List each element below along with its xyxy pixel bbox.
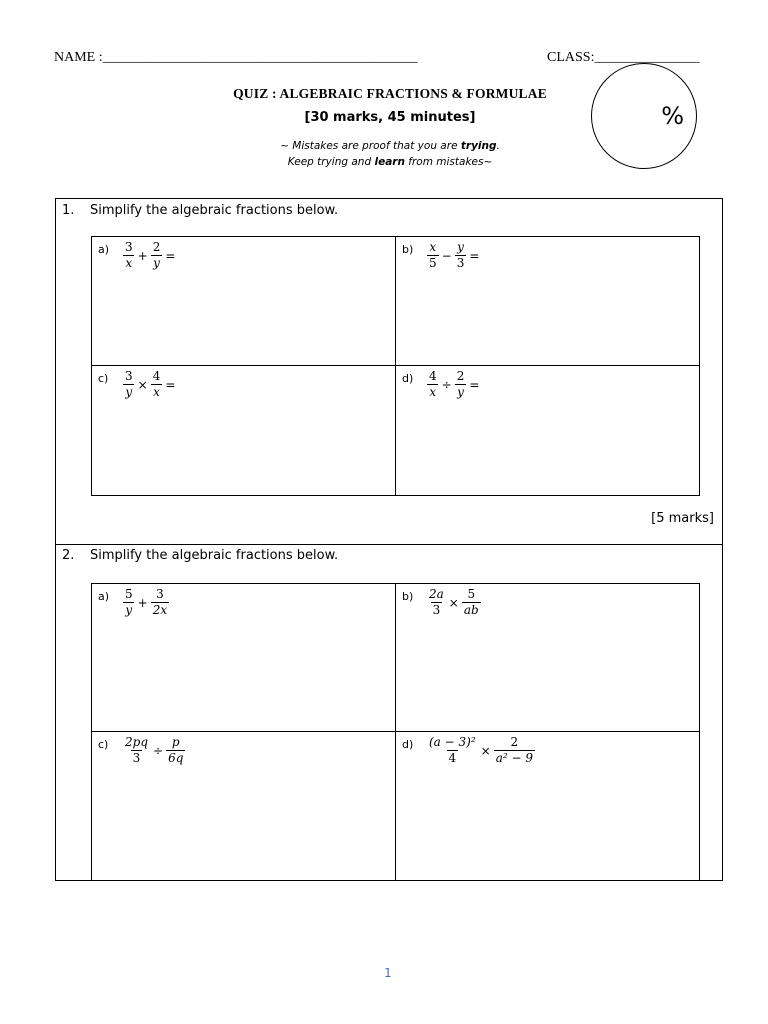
- numerator: 4: [429, 369, 437, 383]
- fraction: [123, 241, 135, 270]
- numerator: p: [171, 735, 180, 749]
- answer-cell-b[interactable]: [396, 237, 699, 366]
- motto-text: .: [496, 140, 500, 152]
- expression: [122, 370, 177, 399]
- score-circle[interactable]: [591, 63, 697, 169]
- numerator: (a − 3)²: [429, 735, 476, 749]
- question-number: 1.: [62, 203, 75, 218]
- answer-cell-a[interactable]: [92, 584, 396, 732]
- motto-text: Keep trying and: [287, 156, 375, 168]
- numerator: 2: [510, 735, 519, 749]
- answer-cell-c[interactable]: [92, 732, 396, 880]
- numerator: 2a: [429, 587, 444, 601]
- numerator: 5: [125, 587, 133, 601]
- answer-cell-a[interactable]: [92, 237, 396, 366]
- fraction: [455, 370, 467, 399]
- question-prompt: Simplify the algebraic fractions below.: [90, 548, 339, 563]
- fraction: [494, 736, 535, 765]
- motto-text: from mistakes~: [404, 156, 493, 168]
- question-2-box: [55, 544, 723, 881]
- part-label: a): [98, 243, 110, 256]
- expression: [122, 736, 186, 765]
- denominator: 5: [429, 256, 437, 270]
- denominator: x: [153, 385, 160, 399]
- denominator: ab: [463, 603, 479, 617]
- denominator: y: [125, 385, 133, 399]
- answer-cell-b[interactable]: [396, 584, 699, 732]
- expression: [426, 588, 482, 617]
- operator: ×: [480, 743, 491, 758]
- page-title: QUIZ : ALGEBRAIC FRACTIONS & FORMULAE: [233, 86, 547, 101]
- fraction: [123, 736, 150, 765]
- denominator: 3: [456, 256, 465, 270]
- page-number: 1: [384, 966, 392, 980]
- motto-text: ~ Mistakes are proof that you are: [280, 140, 461, 152]
- equals-sign: =: [165, 248, 176, 263]
- class-field-line[interactable]: CLASS:_______________: [547, 50, 700, 65]
- expression: [122, 588, 170, 617]
- answer-grid: [91, 236, 700, 496]
- answer-grid: [91, 583, 700, 881]
- answer-cell-d[interactable]: [396, 732, 699, 880]
- fraction: [151, 588, 169, 617]
- answer-cell-c[interactable]: [92, 366, 396, 495]
- denominator: 3: [432, 603, 441, 617]
- denominator: y: [125, 603, 133, 617]
- answer-cell-d[interactable]: [396, 366, 699, 495]
- numerator: 3: [125, 240, 133, 254]
- motto-emphasis-trying: trying: [460, 140, 497, 152]
- denominator: 2x: [152, 603, 168, 617]
- denominator: x: [429, 385, 437, 399]
- operator: ×: [137, 377, 148, 392]
- question-1-box: [55, 198, 723, 545]
- expression: [426, 736, 536, 765]
- operator: ÷: [153, 743, 164, 758]
- expression: [426, 241, 481, 270]
- numerator: 2: [456, 369, 465, 383]
- fraction: [151, 370, 163, 399]
- denominator: y: [457, 385, 464, 399]
- expression: [122, 241, 177, 270]
- marks-and-duration: [30 marks, 45 minutes]: [304, 110, 476, 125]
- denominator: 4: [448, 751, 457, 765]
- denominator: 3: [132, 751, 141, 765]
- numerator: x: [429, 240, 437, 254]
- part-label: b): [402, 590, 414, 603]
- part-label: c): [98, 372, 109, 385]
- denominator: a² − 9: [495, 751, 534, 765]
- operator: +: [137, 595, 148, 610]
- part-label: a): [98, 590, 110, 603]
- denominator: y: [153, 256, 160, 270]
- percent-symbol: %: [661, 102, 684, 130]
- fraction: [455, 241, 467, 270]
- numerator: 3: [156, 587, 164, 601]
- fraction: [166, 736, 185, 765]
- numerator: 2pq: [125, 735, 148, 749]
- motto-emphasis-learn: learn: [374, 156, 405, 168]
- fraction: [123, 370, 135, 399]
- denominator: 6q: [168, 751, 184, 765]
- equals-sign: =: [165, 377, 176, 392]
- marks-allocation: [5 marks]: [651, 511, 714, 526]
- numerator: 5: [467, 587, 476, 601]
- numerator: 3: [125, 369, 133, 383]
- expression: [426, 370, 481, 399]
- denominator: x: [125, 256, 133, 270]
- fraction: [427, 588, 446, 617]
- fraction: [123, 588, 135, 617]
- operator: −: [441, 248, 452, 263]
- numerator: y: [457, 240, 464, 254]
- operator: ×: [448, 595, 459, 610]
- part-label: d): [402, 738, 414, 751]
- operator: +: [137, 248, 148, 263]
- operator: ÷: [441, 377, 452, 392]
- fraction: [151, 241, 163, 270]
- numerator: 4: [152, 369, 161, 383]
- numerator: 2: [152, 240, 161, 254]
- fraction: [462, 588, 481, 617]
- part-label: c): [98, 738, 109, 751]
- equals-sign: =: [469, 248, 480, 263]
- question-number: 2.: [62, 548, 75, 563]
- fraction: [427, 241, 439, 270]
- fraction: [427, 736, 478, 765]
- fraction: [427, 370, 439, 399]
- name-field-line[interactable]: NAME :_____________________________________________: [54, 50, 418, 65]
- equals-sign: =: [469, 377, 480, 392]
- question-prompt: Simplify the algebraic fractions below.: [90, 203, 339, 218]
- part-label: d): [402, 372, 414, 385]
- part-label: b): [402, 243, 414, 256]
